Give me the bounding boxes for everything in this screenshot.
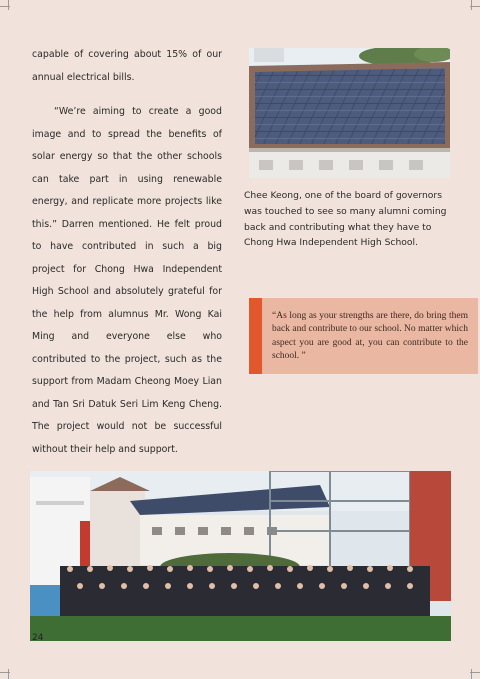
solar-roof-photo	[249, 48, 450, 178]
crop-mark	[461, 669, 472, 679]
pull-quote	[249, 298, 478, 374]
group-photo-illustration	[30, 471, 451, 641]
quote-accent-bar	[249, 298, 262, 374]
article-paragraph: “We’re aiming to create a good image and to spread the benefits of solar energy so that the other schools can take part in using renewable energy, and replicate more projects like this.” Darren mentioned. He felt proud to have contributed in such a big project for Chong Hwa Independent High School and absolutely grateful for the help from alumnus Mr. Wong Kai Ming and everyone else who contributed to the project, such as the support from Madam Cheong Moey Lian and Tan Sri Datuk Seri Lim Keng Cheng. The project would not be successful without their help and support.	[32, 106, 222, 455]
crop-mark	[8, 669, 19, 679]
page-number: 24	[32, 633, 44, 643]
solar-roof-illustration	[249, 48, 450, 178]
article-paragraph: capable of covering about 15% of our annual electrical bills.	[32, 49, 222, 83]
crop-mark	[461, 0, 472, 10]
crop-mark	[8, 0, 19, 10]
photo-caption: Chee Keong, one of the board of governors was touched to see so many alumni coming back and contributing what they have to Chong Hwa Independent High School.	[244, 190, 447, 249]
group-photo	[30, 471, 451, 641]
quote-text: “As long as your strengths are there, do bring them back and contribute to our school. No matter which aspect you are good at, you can contribute to the school. ”	[272, 311, 468, 362]
